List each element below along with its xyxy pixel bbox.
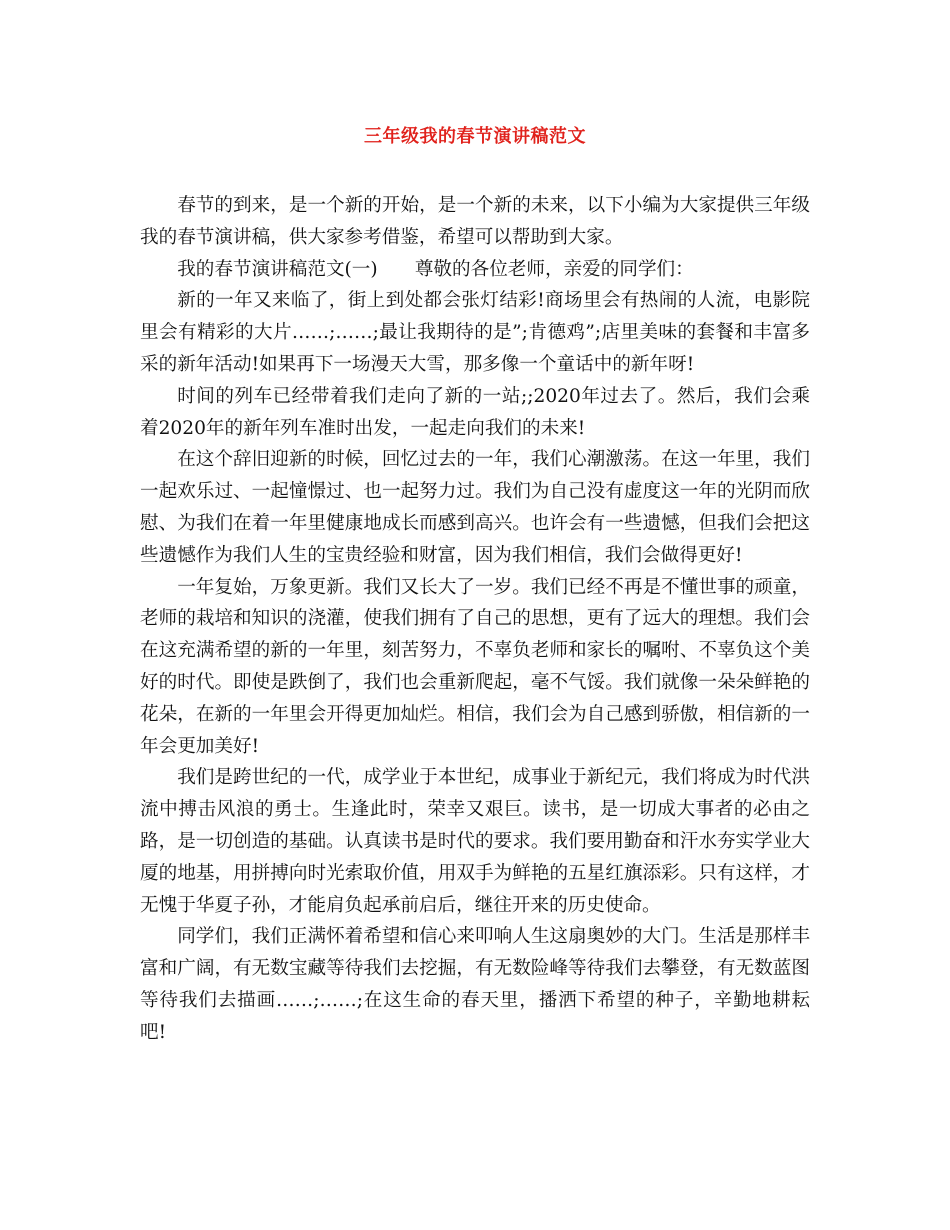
paragraph: 时间的列车已经带着我们走向了新的一站;;2020年过去了。然后，我们会乘着2020年的新年列车准时出发，一起走向我们的未来! [140, 385, 810, 439]
paragraph: 新的一年又来临了，街上到处都会张灯结彩!商场里会有热闹的人流，电影院里会有精彩的大片……;……;最让我期待的是”;肯德鸡”;店里美味的套餐和丰富多采的新年活动!如果再下一场漫天大雪，那多像一个童话中的新年呀! [140, 290, 810, 375]
paragraph-intro: 春节的到来，是一个新的开始，是一个新的未来，以下小编为大家提供三年级我的春节演讲稿，供大家参考借鉴，希望可以帮助到大家。 [140, 195, 810, 248]
paragraph-greeting: 我的春节演讲稿范文(一) 尊敬的各位老师，亲爱的同学们： [177, 258, 694, 280]
paragraph: 我们是跨世纪的一代，成学业于本世纪，成事业于新纪元，我们将成为时代洪流中搏击风浪的勇士。生逢此时，荣幸又艰巨。读书，是一切成大事者的必由之路，是一切创造的基础。认真读书是时代的要求。我们要用勤奋和汗水夯实学业大厦的地基，用拼搏向时光索取价值，用双手为鲜艳的五星红旗添彩。只有这样，才无愧于华夏子孙，才能肩负起承前启后，继往开来的历史使命。 [140, 767, 810, 916]
document-title: 三年级我的春节演讲稿范文 [364, 126, 586, 147]
paragraph: 一年复始，万象更新。我们又长大了一岁。我们已经不再是不懂世事的顽童，老师的栽培和知识的浇灌，使我们拥有了自己的思想，更有了远大的理想。我们会在这充满希望的新的一年里，刻苦努力，不辜负老师和家长的嘱咐、不辜负这个美好的时代。即使是跌倒了，我们也会重新爬起，毫不气馁。我们就像一朵朵鲜艳的花朵，在新的一年里会开得更加灿烂。相信，我们会为自己感到骄傲，相信新的一年会更加美好! [140, 576, 810, 757]
paragraph: 在这个辞旧迎新的时候，回忆过去的一年，我们心潮激荡。在这一年里，我们一起欢乐过、一起憧憬过、也一起努力过。我们为自己没有虚度这一年的光阴而欣慰、为我们在着一年里健康地成长而感到高兴。也许会有一些遗憾，但我们会把这些遗憾作为我们人生的宝贵经验和财富，因为我们相信，我们会做得更好! [140, 449, 810, 566]
document-body [140, 190, 810, 1049]
paragraph: 同学们，我们正满怀着希望和信心来叩响人生这扇奥妙的大门。生活是那样丰富和广阔，有无数宝藏等待我们去挖掘，有无数险峰等待我们去攀登，有无数蓝图等待我们去描画……;……;在这生命的春天里，播洒下希望的种子，辛勤地耕耘吧! [140, 926, 810, 1043]
